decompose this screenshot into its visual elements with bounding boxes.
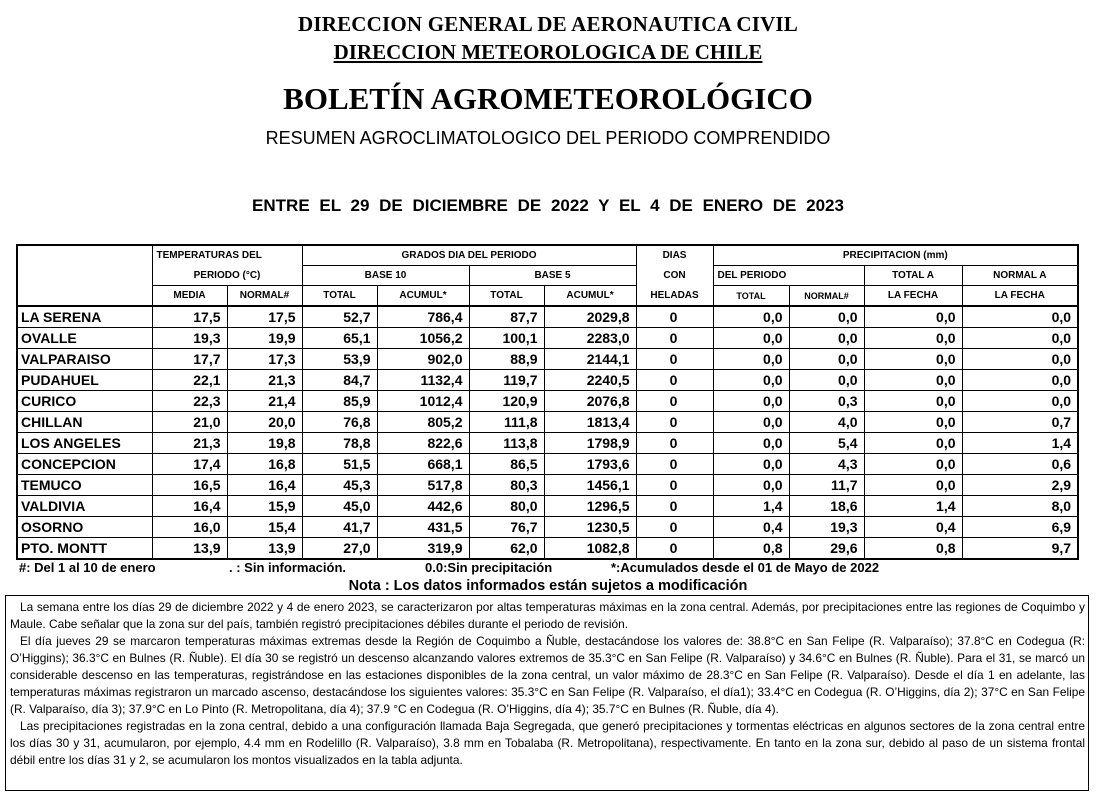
table-cell: 1056,2 [377,328,469,349]
table-cell: 0 [636,475,713,496]
agro-table [16,244,1079,560]
col-header: LA FECHA [962,286,1078,307]
table-cell: 0,0 [789,349,864,370]
table-cell: 111,8 [469,412,544,433]
table-cell: 0,7 [962,412,1078,433]
table-cell: 76,8 [302,412,377,433]
table-cell: 805,2 [377,412,469,433]
table-cell: 1296,5 [544,496,636,517]
col-header: TOTAL [469,286,544,307]
col-header: NORMAL# [227,286,302,307]
table-cell: 517,8 [377,475,469,496]
table-cell: 15,9 [227,496,302,517]
col-header: ACUMUL* [377,286,469,307]
table-cell: 0,6 [962,454,1078,475]
table-cell: 17,5 [152,306,227,328]
table-cell: 21,3 [227,370,302,391]
station-name: TEMUCO [17,475,152,496]
table-cell: 0 [636,328,713,349]
table-cell: 0,0 [962,391,1078,412]
table-cell: 5,4 [789,433,864,454]
table-cell: 2240,5 [544,370,636,391]
table-row [17,370,1078,391]
table-cell: 0,0 [789,306,864,328]
table-cell: 78,8 [302,433,377,454]
table-cell: 319,9 [377,538,469,560]
table-cell: 13,9 [227,538,302,560]
table-cell: 76,7 [469,517,544,538]
table-cell: 0 [636,412,713,433]
table-cell: 0,0 [864,475,962,496]
table-cell: 1793,6 [544,454,636,475]
temp-group-header: TEMPERATURAS DEL [152,245,302,266]
period-heading: ENTRE EL 29 DE DICIEMBRE DE 2022 Y EL 4 DE ENERO DE 2023 [252,196,844,215]
table-cell: 53,9 [302,349,377,370]
table-cell: 0,0 [962,306,1078,328]
table-cell: 0,0 [713,391,789,412]
station-name: PUDAHUEL [17,370,152,391]
col-header: MEDIA [152,286,227,307]
table-cell: 17,7 [152,349,227,370]
footnote-no-precip: 0.0:Sin precipitación [425,560,553,575]
table-cell: 8,0 [962,496,1078,517]
col-header: ACUMUL* [544,286,636,307]
table-cell: 22,3 [152,391,227,412]
temp-group-header-2: PERIODO (°C) [152,266,302,286]
footnote-accum: *:Acumulados desde el 01 de Mayo de 2022 [611,560,880,575]
footnote-no-info: . : Sin información. [229,560,347,575]
table-cell: 0,8 [864,538,962,560]
table-cell: 19,3 [152,328,227,349]
table-cell: 0,0 [864,370,962,391]
table-cell: 1813,4 [544,412,636,433]
table-cell: 0,0 [713,349,789,370]
table-cell: 16,4 [227,475,302,496]
summary-paragraph: El día jueves 29 se marcaron temperaturas máximas extremas desde la Región de Coquimbo a Ñuble, destacándose los valores de: 38.8°C en San Felipe (R. Valparaíso); 37.8°C en Codegua (R: O’Higgins); 36.3°C en Bulnes (R. Ñuble). El día 30 se registró un descenso alcanzando valores extremos de 35.3°C en San Felipe (R. Valparaíso) y 34.6°C en Bulnes (R. Ñuble). Para el 31, se marcó un considerable descenso en las temperaturas, registrándose en las estaciones disponibles de la zona central, un valor máximo de 28.3°C en San Felipe (R. Valparaíso). Desde el día 1 en adelante, las temperaturas máximas registraron un marcado ascenso, destacándose los siguientes valores: 35.3°C en San Felipe (R. Valparaíso, el día1); 33.4°C en Codegua (R. O’Higgins, día 2); 37°C en San Felipe (R. Valparaíso, día 3); 37.9°C en Lo Pinto (R. Metropolitana, día 4); 37.9 °C en Codegua (R. O’Higgins, día 4); 35.7°C en Bulnes (R. Ñuble, día 4). [10,634,1085,716]
table-cell: 86,5 [469,454,544,475]
station-name: CHILLAN [17,412,152,433]
table-cell: 1082,8 [544,538,636,560]
corner-cell [17,286,152,307]
table-cell: 786,4 [377,306,469,328]
table-cell: 2076,8 [544,391,636,412]
table-cell: 16,4 [152,496,227,517]
table-cell: 65,1 [302,328,377,349]
table-cell: 1230,5 [544,517,636,538]
table-cell: 0,0 [864,454,962,475]
table-cell: 0,0 [713,370,789,391]
table-cell: 0,0 [713,475,789,496]
table-row [17,433,1078,454]
table-cell: 0,0 [864,306,962,328]
table-cell: 1,4 [864,496,962,517]
table-cell: 17,5 [227,306,302,328]
note-line: Nota : Los datos informados están sujetos a modificación [348,578,748,594]
base5-header: BASE 5 [469,266,636,286]
table-cell: 0,0 [962,328,1078,349]
table-cell: 0 [636,454,713,475]
table-cell: 0 [636,433,713,454]
table-cell: 27,0 [302,538,377,560]
base10-header: BASE 10 [302,266,469,286]
station-name: PTO. MONTT [17,538,152,560]
table-cell: 0,0 [962,370,1078,391]
table-cell: 19,3 [789,517,864,538]
table-cell: 0,0 [962,349,1078,370]
table-cell: 21,0 [152,412,227,433]
table-cell: 18,6 [789,496,864,517]
table-row [17,391,1078,412]
col-header: LA FECHA [864,286,962,307]
table-row [17,496,1078,517]
table-cell: 0,0 [713,433,789,454]
footnote-normal: #: Del 1 al 10 de enero [19,560,156,575]
table-cell: 0 [636,517,713,538]
table-cell: 88,9 [469,349,544,370]
table-row [17,328,1078,349]
table-cell: 0,4 [713,517,789,538]
table-cell: 0 [636,349,713,370]
table-cell: 0,0 [713,454,789,475]
table-cell: 0,0 [713,306,789,328]
station-name: CURICO [17,391,152,412]
table-cell: 0,3 [789,391,864,412]
corner-cell [17,245,152,266]
table-cell: 113,8 [469,433,544,454]
table-cell: 19,9 [227,328,302,349]
col-header: NORMAL# [789,286,864,307]
col-header: TOTAL [713,286,789,307]
table-cell: 11,7 [789,475,864,496]
table-cell: 0,0 [864,328,962,349]
table-cell: 62,0 [469,538,544,560]
table-cell: 21,4 [227,391,302,412]
table-cell: 15,4 [227,517,302,538]
table-cell: 668,1 [377,454,469,475]
table-cell: 0,8 [713,538,789,560]
org-name-dmc: DIRECCION METEOROLOGICA DE CHILE [333,40,763,64]
station-name: VALDIVIA [17,496,152,517]
table-cell: 0,0 [713,412,789,433]
station-name: CONCEPCION [17,454,152,475]
table-cell: 0,0 [864,412,962,433]
table-cell: 822,6 [377,433,469,454]
table-cell: 29,6 [789,538,864,560]
table-cell: 16,8 [227,454,302,475]
table-cell: 0,0 [713,328,789,349]
station-name: LOS ANGELES [17,433,152,454]
table-cell: 0 [636,306,713,328]
table-cell: 4,0 [789,412,864,433]
table-cell: 16,0 [152,517,227,538]
table-cell: 9,7 [962,538,1078,560]
table-cell: 1798,9 [544,433,636,454]
table-cell: 13,9 [152,538,227,560]
table-cell: 0,0 [864,433,962,454]
station-name: VALPARAISO [17,349,152,370]
page-title: BOLETÍN AGROMETEOROLÓGICO [283,81,813,116]
table-row [17,454,1078,475]
table-cell: 0 [636,538,713,560]
table-cell: 431,5 [377,517,469,538]
precip-group-header: PRECIPITACION (mm) [713,245,1078,266]
table-row [17,517,1078,538]
summary-paragraph: La semana entre los días 29 de diciembre 2022 y 4 de enero 2023, se caracterizaron por altas temperaturas máximas en la zona central. Además, por precipitaciones entre las regiones de Coquimbo y Maule. Cabe señalar que la zona sur del país, también registró precipitaciones débiles durante el periodo de revisión. [10,600,1085,631]
station-name: OVALLE [17,328,152,349]
station-name: LA SERENA [17,306,152,328]
del-periodo-header: DEL PERIODO [713,266,864,286]
table-row [17,538,1078,560]
table-cell: 80,3 [469,475,544,496]
table-row [17,475,1078,496]
table-cell: 2029,8 [544,306,636,328]
col-header: HELADAS [636,286,713,307]
table-cell: 84,7 [302,370,377,391]
table-cell: 1,4 [713,496,789,517]
table-cell: 2283,0 [544,328,636,349]
summary-box [5,595,1089,791]
table-cell: 52,7 [302,306,377,328]
table-cell: 0,0 [864,349,962,370]
table-row [17,412,1078,433]
table-cell: 85,9 [302,391,377,412]
normal-a-header: NORMAL A [962,266,1078,286]
total-a-header: TOTAL A [864,266,962,286]
table-cell: 80,0 [469,496,544,517]
table-cell: 120,9 [469,391,544,412]
dias-header: DIAS [636,245,713,266]
table-row [17,306,1078,328]
table-cell: 0,0 [864,391,962,412]
table-cell: 0,0 [789,370,864,391]
table-cell: 20,0 [227,412,302,433]
table-cell: 41,7 [302,517,377,538]
table-cell: 21,3 [152,433,227,454]
table-cell: 4,3 [789,454,864,475]
col-header: TOTAL [302,286,377,307]
table-cell: 2144,1 [544,349,636,370]
station-name: OSORNO [17,517,152,538]
table-cell: 87,7 [469,306,544,328]
table-cell: 119,7 [469,370,544,391]
table-cell: 17,3 [227,349,302,370]
grados-group-header: GRADOS DIA DEL PERIODO [302,245,636,266]
table-cell: 51,5 [302,454,377,475]
org-name-dgac: DIRECCION GENERAL DE AERONAUTICA CIVIL [297,12,799,36]
table-cell: 22,1 [152,370,227,391]
page-subtitle: RESUMEN AGROCLIMATOLOGICO DEL PERIODO COMPRENDIDO [265,128,831,148]
table-cell: 19,8 [227,433,302,454]
table-cell: 442,6 [377,496,469,517]
table-cell: 0,0 [789,328,864,349]
summary-paragraph: Las precipitaciones registradas en la zona central, debido a una configuración llamada Baja Segregada, que generó precipitaciones y tormentas eléctricas en algunos sectores de la zona central entre los días 30 y 31, acumularon, por ejemplo, 4.4 mm en Rodelillo (R. Valparaíso), 3.8 mm en Tobalaba (R. Metropolitana), respectivamente. En tanto en la zona sur, debido al paso de un sistema frontal débil entre los días 31 y 2, se acumularon los montos visualizados en la tabla adjunta. [10,719,1085,767]
table-cell: 100,1 [469,328,544,349]
table-cell: 1012,4 [377,391,469,412]
table-cell: 1,4 [962,433,1078,454]
table-cell: 1456,1 [544,475,636,496]
table-row [17,349,1078,370]
table-cell: 0 [636,391,713,412]
table-cell: 0 [636,496,713,517]
table-cell: 17,4 [152,454,227,475]
table-cell: 16,5 [152,475,227,496]
table-cell: 0,4 [864,517,962,538]
table-cell: 45,3 [302,475,377,496]
table-cell: 6,9 [962,517,1078,538]
table-cell: 2,9 [962,475,1078,496]
table-cell: 902,0 [377,349,469,370]
corner-cell [17,266,152,286]
table-cell: 0 [636,370,713,391]
con-header: CON [636,266,713,286]
table-cell: 45,0 [302,496,377,517]
table-cell: 1132,4 [377,370,469,391]
